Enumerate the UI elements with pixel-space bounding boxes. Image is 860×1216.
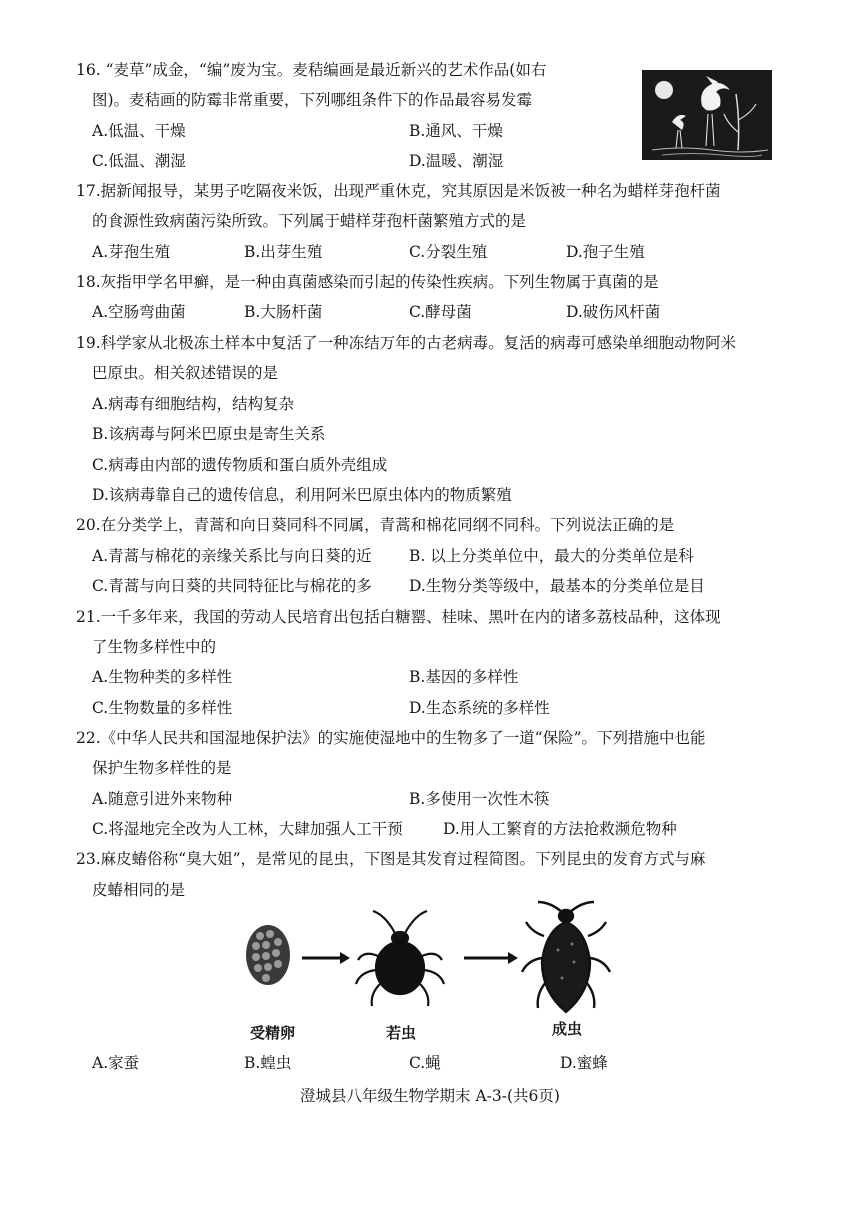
q22-stem-line2: 保护生物多样性的是 [92,759,232,777]
q19-option-c: C.病毒由内部的遗传物质和蛋白质外壳组成 [92,456,388,474]
q20-option-a: A.青蒿与棉花的亲缘关系比与向日葵的近 [92,547,372,565]
q23-stem-line1: 23.麻皮蝽俗称“臭大姐”，是常见的昆虫，下图是其发育过程简图。下列昆虫的发育方式与麻 [76,850,706,868]
q20-option-c: C.青蒿与向日葵的共同特征比与棉花的多 [92,577,372,595]
q19-stem-line1: 19.科学家从北极冻土样本中复活了一种冻结万年的古老病毒。复活的病毒可感染单细胞动物阿米 [76,334,737,352]
q16-option-d: D.温暖、潮湿 [409,152,504,170]
nymph-image [356,911,444,1006]
stage-label-adult: 成虫 [552,1020,583,1038]
q18-stem-line1: 18.灰指甲学名甲癣，是一种由真菌感染而引起的传染性疾病。下列生物属于真菌的是 [76,273,659,291]
q17-option-a: A.芽孢生殖 [92,243,171,261]
q17-stem-line2: 的食源性致病菌污染所致。下列属于蜡样芽孢杆菌繁殖方式的是 [92,212,527,230]
q23-stem-line2: 皮蝽相同的是 [92,881,186,899]
adult-bug-image [522,902,610,1012]
egg-cluster-image [246,925,290,985]
q21-option-a: A.生物种类的多样性 [92,668,233,686]
stage-label-nymph: 若虫 [386,1024,417,1042]
q18-option-d: D.破伤风杆菌 [566,303,661,321]
q17-option-b: B.出芽生殖 [244,243,323,261]
q18-option-b: B.大肠杆菌 [244,303,323,321]
q21-stem-line2: 了生物多样性中的 [92,638,217,656]
q19-option-a: A.病毒有细胞结构，结构复杂 [92,395,295,413]
q19-option-b: B.该病毒与阿米巴原虫是寄生关系 [92,425,326,443]
q16-option-a: A.低温、干燥 [92,122,186,140]
q17-stem-line1: 17.据新闻报导，某男子吃隔夜米饭，出现严重休克，究其原因是米饭被一种名为蜡样芽孢杆菌 [76,182,721,200]
straw-painting-image [642,70,772,160]
q20-option-b: B. 以上分类单位中，最大的分类单位是科 [409,547,694,565]
q23-option-c: C.蝇 [409,1054,441,1072]
q18-option-a: A.空肠弯曲菌 [92,303,186,321]
q17-option-c: C.分裂生殖 [409,243,488,261]
q16-option-b: B.通风、干燥 [409,122,503,140]
q22-option-c: C.将湿地完全改为人工林，大肆加强人工干预 [92,820,403,838]
q16-option-c: C.低温、潮湿 [92,152,186,170]
q23-option-b: B.蝗虫 [244,1054,292,1072]
q17-option-d: D.孢子生殖 [566,243,645,261]
q19-stem-line2: 巴原虫。相关叙述错误的是 [92,364,279,382]
q18-option-c: C.酵母菌 [409,303,472,321]
arrow-icon [302,952,350,964]
q19-option-d: D.该病毒靠自己的遗传信息，利用阿米巴原虫体内的物质繁殖 [92,486,512,504]
q22-stem-line1: 22.《中华人民共和国湿地保护法》的实施使湿地中的生物多了一道“保险”。下列措施中也能 [76,729,706,747]
q21-option-d: D.生态系统的多样性 [409,699,550,717]
q21-stem-line1: 21.一千多年来，我国的劳动人民培育出包括白糖罂、桂味、黑叶在内的诸多荔枝品种，这体现 [76,608,721,626]
q20-option-d: D.生物分类等级中，最基本的分类单位是目 [409,577,705,595]
q16-stem-line1: 16. “麦草”成金，“编”废为宝。麦秸编画是最近新兴的艺术作品(如右 [76,61,547,79]
q22-option-d: D.用人工繁育的方法抢救濒危物种 [443,820,677,838]
bug-development-diagram [240,900,630,1020]
q23-option-a: A.家蚕 [92,1054,140,1072]
q22-option-a: A.随意引进外来物种 [92,790,233,808]
q21-option-b: B.基因的多样性 [409,668,519,686]
arrow-icon [464,952,518,964]
stage-label-egg: 受精卵 [250,1024,296,1042]
q16-stem-line2: 图)。麦秸画的防霉非常重要，下列哪组条件下的作品最容易发霉 [92,91,533,109]
page-footer: 澄城县八年级生物学期末 A-3-(共6页) [300,1087,560,1105]
q23-option-d: D.蜜蜂 [560,1054,608,1072]
q20-stem-line1: 20.在分类学上，青蒿和向日葵同科不同属，青蒿和棉花同纲不同科。下列说法正确的是 [76,516,675,534]
q22-option-b: B.多使用一次性木筷 [409,790,550,808]
q21-option-c: C.生物数量的多样性 [92,699,233,717]
